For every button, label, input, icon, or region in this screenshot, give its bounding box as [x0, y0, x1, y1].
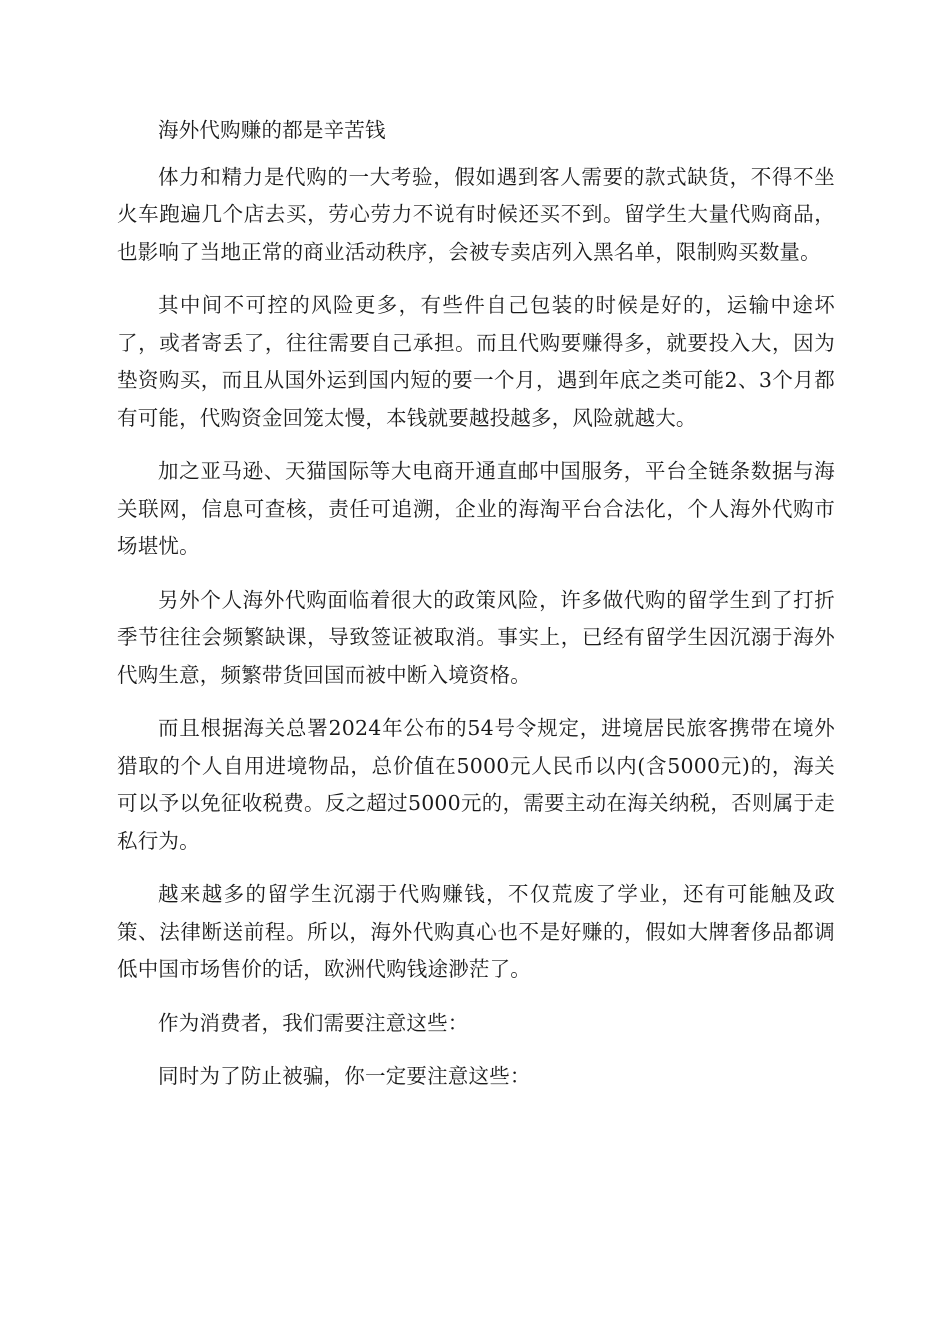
paragraph-6: 越来越多的留学生沉溺于代购赚钱，不仅荒废了学业，还有可能触及政策、法律断送前程。所以，海外代购真心也不是好赚的，假如大牌奢侈品都调低中国市场售价的话，欧洲代购钱途渺茫了。 [117, 882, 835, 981]
document-title: 海外代购赚的都是辛苦钱 [158, 118, 386, 142]
paragraph-5: 而且根据海关总署2024年公布的54号令规定，进境居民旅客携带在境外猎取的个人自用进境物品，总价值在5000元人民币以内(含5000元)的，海关可以予以免征收税费。反之超过5000元的，需要主动在海关纳税，否则属于走私行为。 [117, 716, 835, 853]
document-body [117, 112, 835, 1112]
paragraph-4: 另外个人海外代购面临着很大的政策风险，许多做代购的留学生到了打折季节往往会频繁缺课，导致签证被取消。事实上，已经有留学生因沉溺于海外代购生意，频繁带货回国而被中断入境资格。 [117, 587, 835, 687]
paragraph-2: 其中间不可控的风险更多，有些件自己包装的时候是好的，运输中途坏了，或者寄丢了，往往需要自己承担。而且代购要赚得多，就要投入大，因为垫资购买，而且从国外运到国内短的要一个月，遇到年底之类可能2、3个月都有可能，代购资金回笼太慢，本钱就要越投越多，风险就越大。 [117, 293, 835, 430]
paragraph-1: 体力和精力是代购的一大考验，假如遇到客人需要的款式缺货，不得不坐火车跑遍几个店去买，劳心劳力不说有时候还买不到。留学生大量代购商品，也影响了当地正常的商业活动秩序，会被专卖店列入黑名单，限制购买数量。 [117, 164, 835, 264]
paragraph-8: 同时为了防止被骗，你一定要注意这些： [158, 1064, 531, 1088]
paragraph-7: 作为消费者，我们需要注意这些： [158, 1010, 469, 1035]
paragraph-3: 加之亚马逊、天猫国际等大电商开通直邮中国服务，平台全链条数据与海关联网，信息可查核，责任可追溯，企业的海淘平台合法化，个人海外代购市场堪忧。 [117, 459, 835, 558]
